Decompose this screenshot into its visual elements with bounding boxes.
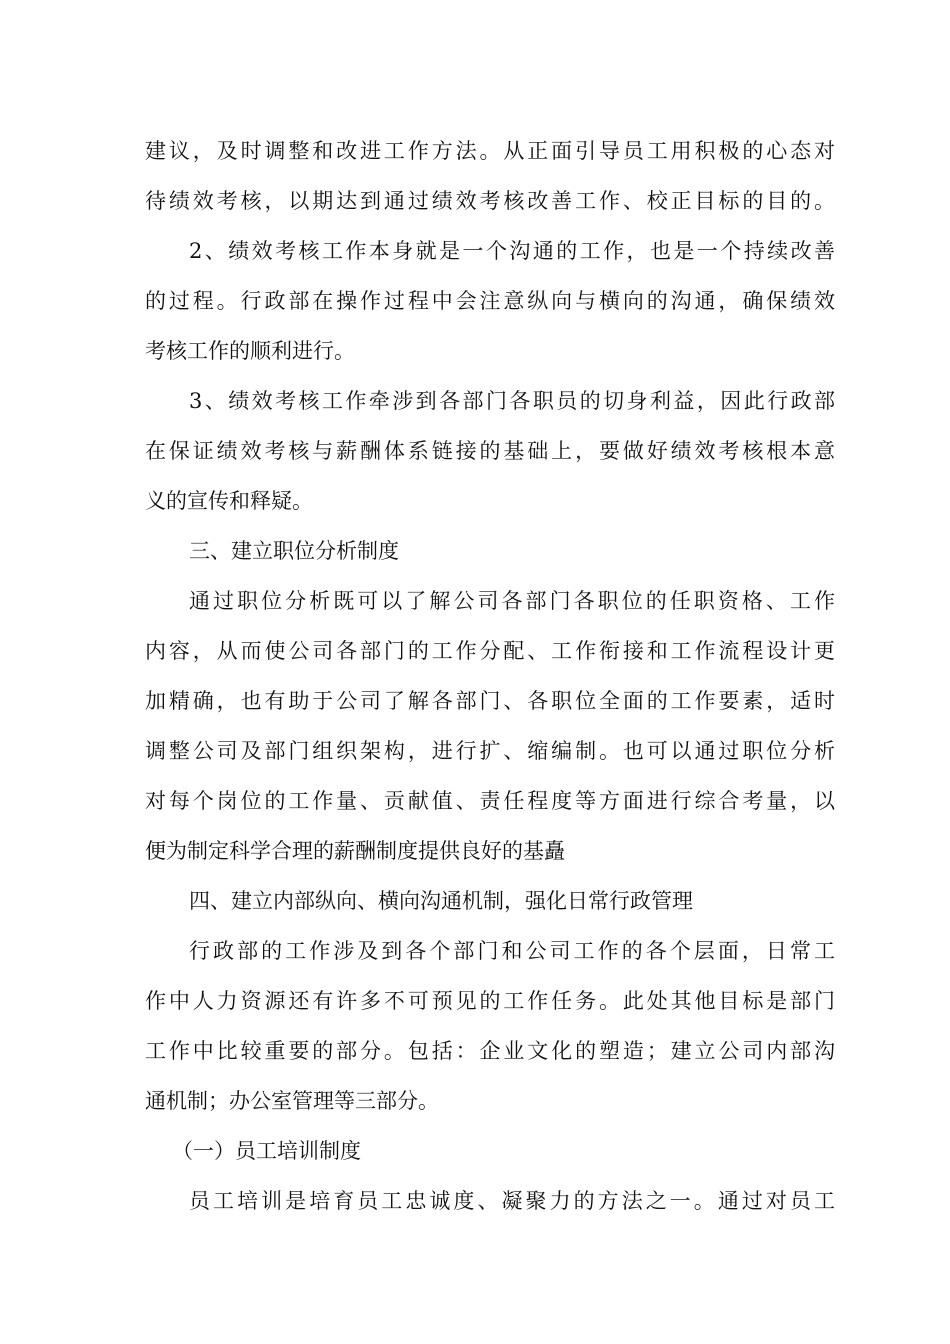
subsection-heading: （一）员工培训制度 <box>172 1139 361 1163</box>
text-line: 员工培训是培育员工忠诚度、凝聚力的方法之一。通过对员工 <box>189 1189 835 1213</box>
text-line: 的过程。行政部在操作过程中会注意纵向与横向的沟通，确保绩效 <box>145 289 835 313</box>
text-line: 通过职位分析既可以了解公司各部门各职位的任职资格、工作 <box>189 589 835 613</box>
text-line: 2、绩效考核工作本身就是一个沟通的工作，也是一个持续改善 <box>189 239 835 263</box>
text-line: 对每个岗位的工作量、贡献值、责任程度等方面进行综合考量，以 <box>145 789 835 813</box>
text-line: 待绩效考核，以期达到通过绩效考核改善工作、校正目标的目的。 <box>145 189 835 213</box>
text-line: 通机制；办公室管理等三部分。 <box>145 1089 439 1113</box>
text-line: 建议，及时调整和改进工作方法。从正面引导员工用积极的心态对 <box>145 139 835 163</box>
text-line: 便为制定科学合理的薪酬制度提供良好的基矗 <box>145 839 565 863</box>
text-line: 内容，从而使公司各部门的工作分配、工作衔接和工作流程设计更 <box>145 639 835 663</box>
text-line: 加精确，也有助于公司了解各部门、各职位全面的工作要素，适时 <box>145 689 835 713</box>
text-line: 在保证绩效考核与薪酬体系链接的基础上，要做好绩效考核根本意 <box>145 439 835 463</box>
text-line: 调整公司及部门组织架构，进行扩、缩编制。也可以通过职位分析 <box>145 739 835 763</box>
section-heading: 三、建立职位分析制度 <box>189 539 399 563</box>
text-line: 作中人力资源还有许多不可预见的工作任务。此处其他目标是部门 <box>145 989 835 1013</box>
section-heading: 四、建立内部纵向、横向沟通机制，强化日常行政管理 <box>189 889 693 913</box>
text-line: 义的宣传和释疑。 <box>145 489 313 513</box>
text-line: 3、绩效考核工作牵涉到各部门各职员的切身利益，因此行政部 <box>189 389 835 413</box>
text-line: 工作中比较重要的部分。包括：企业文化的塑造；建立公司内部沟 <box>145 1039 835 1063</box>
text-line: 行政部的工作涉及到各个部门和公司工作的各个层面，日常工 <box>189 939 835 963</box>
text-line: 考核工作的顺利进行。 <box>145 339 355 363</box>
